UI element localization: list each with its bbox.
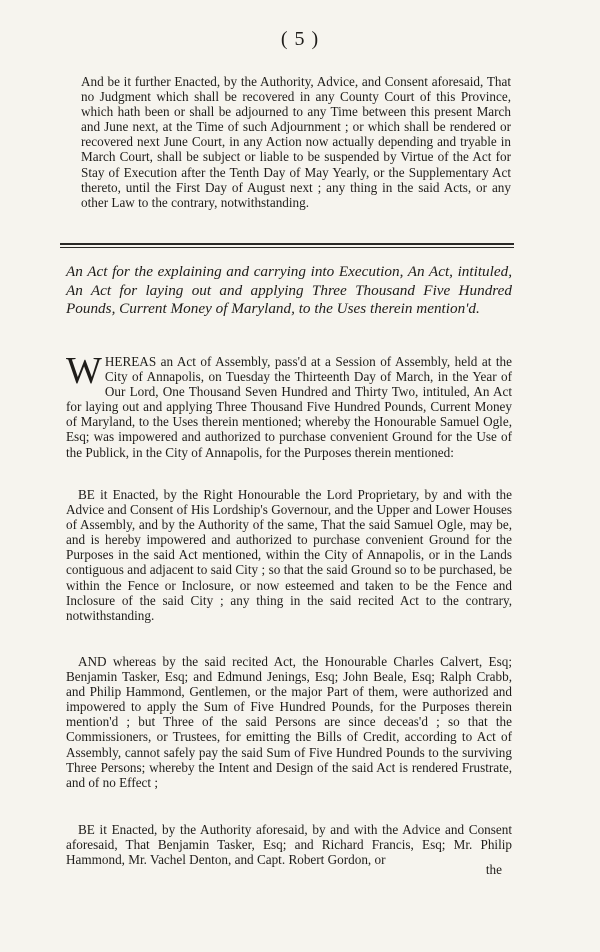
drop-cap: W — [66, 350, 102, 392]
paragraph-whereas — [66, 350, 512, 460]
paragraph-whereas-text: HEREAS an Act of Assembly, pass'd at a Session of Assembly, held at the City of Annapolis, on Tuesday the Thirteenth Day of March, in the Year of Our Lord, One Thousand Seven Hundred and Thirty Two, intituled, An Act for laying out and applying Three Thousand Five Hundred Pounds, Current Money of Maryland, to the Uses therein mentioned; whereby the Honourable Samuel Ogle, Esq; was impowered and authorized to purchase convenient Ground for the Use of the Publick, in the City of Annapolis, for the Purposes therein mentioned: — [66, 354, 512, 460]
paragraph-enacted-trustees: BE it Enacted, by the Authority aforesaid, by and with the Advice and Consent aforesaid, That Benjamin Tasker, Esq; and Richard Francis, Esq; Mr. Philip Hammond, Mr. Vachel Denton, and Capt. Robert Gordon, or — [66, 822, 512, 868]
paragraph-judgment-clause: And be it further Enacted, by the Authority, Advice, and Consent aforesaid, That no Judgment which shall be recovered in any County Court of this Province, which hath been or shall be adjourned to any Time between this present March and June next, at the Time of such Adjournment ; or which shall be rendered or recovered next June Court, in any Action now actually depending and tryable in March Court, shall be subject or liable to be suspended by Virtue of the Act for Stay of Execution after the Tenth Day of May Yearly, or the Supplementary Act thereto, until the First Day of August next ; any thing in the said Acts, or any other Law to the contrary, notwithstanding. — [81, 74, 511, 210]
section-divider-thin — [60, 247, 514, 248]
act-title: An Act for the explaining and carrying into Execution, An Act, intituled, An Act for laying out and applying Three Thousand Five Hundred Pounds, Current Money of Maryland, to the Uses therein mention'd. — [66, 263, 512, 317]
section-divider — [60, 243, 514, 245]
paragraph-whereas-commissioners: AND whereas by the said recited Act, the Honourable Charles Calvert, Esq; Benjamin Tasker, Esq; and Edmund Jenings, Esq; John Beale, Esq; Ralph Crabb, and Philip Hammond, Gentlemen, or the major Part of them, were authorized and impowered to apply the Sum of Five Hundred Pounds, for the Purposes therein mention'd ; but Three of the said Persons are since deceas'd ; so that the Commissioners, or Trustees, for emitting the Bills of Credit, according to Act of Assembly, cannot safely pay the said Sum of Five Hundred Pounds to the surviving Three Persons; whereby the Intent and Design of the said Act is rendered Frustrate, and of no Effect ; — [66, 654, 512, 790]
page-number: ( 5 ) — [280, 28, 320, 50]
catchword: the — [485, 862, 502, 877]
paragraph-enacted-purchase: BE it Enacted, by the Right Honourable the Lord Proprietary, by and with the Advice and Consent of His Lordship's Governour, and the Upper and Lower Houses of Assembly, and by the Authority of the same, That the said Samuel Ogle, may be, and is hereby impowered and authorized to purchase convenient Ground for the Purposes in the said Act mentioned, within the City of Annapolis, or in the Lands contiguous and adjacent to said City ; so that the said Ground so to be purchased, be within the Fence or Inclosure, or now esteemed and taken to be the Fence and Inclosure of the said City ; any thing in the said recited Act to the contrary, notwithstanding. — [66, 487, 512, 623]
